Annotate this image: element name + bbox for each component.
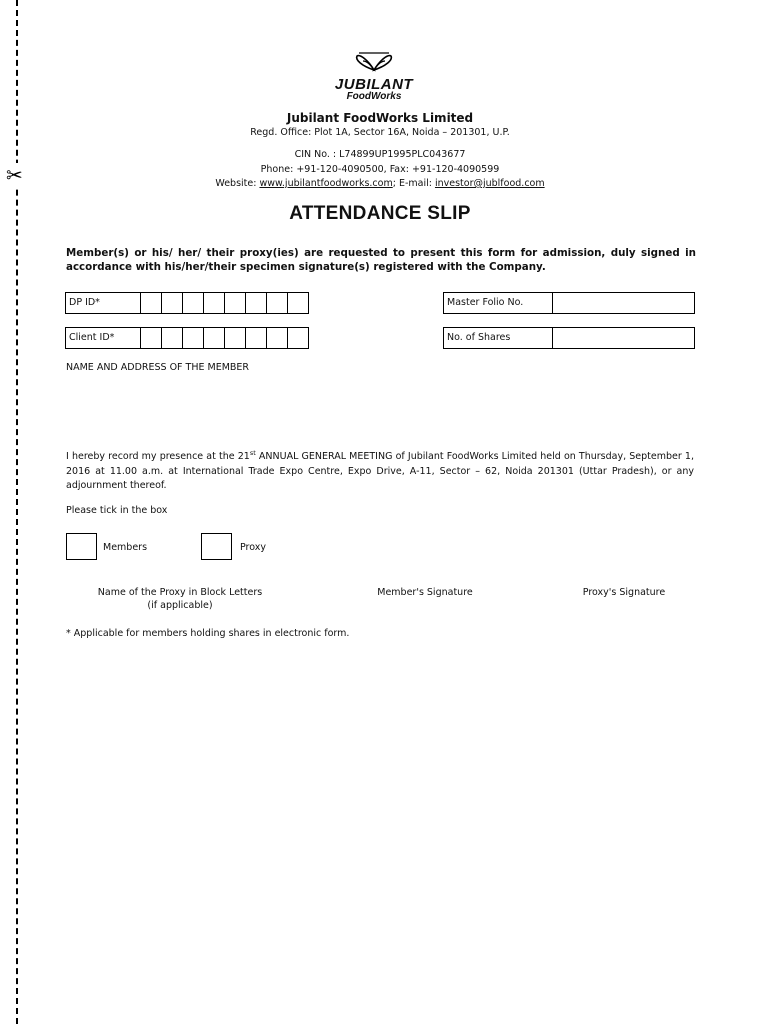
page-title: ATTENDANCE SLIP <box>289 203 471 224</box>
client-id-cell[interactable] <box>183 327 204 349</box>
no-of-shares-input[interactable] <box>553 327 695 349</box>
presence-superscript: st <box>249 449 256 457</box>
proxy-name-sublabel: (if applicable) <box>147 600 213 611</box>
scissors-icon: ✂ <box>6 163 23 187</box>
email-link[interactable]: investor@jublfood.com <box>434 178 545 189</box>
no-of-shares-label: No. of Shares <box>443 327 553 349</box>
website-link[interactable]: www.jubilantfoodworks.com <box>259 178 393 189</box>
member-signature-label: Member's Signature <box>377 587 473 598</box>
client-id-label: Client ID* <box>65 327 141 349</box>
dp-id-row <box>65 292 309 314</box>
proxy-name-signature-block <box>80 586 280 612</box>
dp-id-cell[interactable] <box>246 292 267 314</box>
website-email-line <box>0 178 760 189</box>
proxy-label: Proxy <box>240 542 267 553</box>
dp-id-cell[interactable] <box>183 292 204 314</box>
client-id-cell[interactable] <box>225 327 246 349</box>
client-id-row <box>65 327 309 349</box>
dp-id-cell[interactable] <box>204 292 225 314</box>
phone-fax: Phone: +91-120-4090500, Fax: +91-120-4090599 <box>260 164 500 175</box>
client-id-cell[interactable] <box>162 327 183 349</box>
company-logo <box>334 50 414 102</box>
client-id-cell[interactable] <box>246 327 267 349</box>
members-label: Members <box>103 542 148 553</box>
proxy-name-label: Name of the Proxy in Block Letters <box>97 587 263 598</box>
tick-prompt: Please tick in the box <box>66 505 168 516</box>
website-label: Website: <box>215 178 260 189</box>
no-of-shares-box <box>443 327 695 349</box>
proxy-checkbox[interactable] <box>201 533 232 560</box>
dp-id-cell[interactable] <box>288 292 309 314</box>
master-folio-input[interactable] <box>553 292 695 314</box>
name-address-label: NAME AND ADDRESS OF THE MEMBER <box>66 362 250 373</box>
master-folio-box <box>443 292 695 314</box>
master-folio-label: Master Folio No. <box>443 292 553 314</box>
members-checkbox[interactable] <box>66 533 97 560</box>
company-name: Jubilant FoodWorks Limited <box>286 111 474 125</box>
dp-id-cell[interactable] <box>267 292 288 314</box>
presence-statement <box>66 446 694 494</box>
logo-word-foodworks: FoodWorks <box>346 91 402 102</box>
client-id-cell[interactable] <box>141 327 162 349</box>
footnote: * Applicable for members holding shares in electronic form. <box>66 628 350 639</box>
proxy-signature-label: Proxy's Signature <box>582 587 666 598</box>
email-label: ; E-mail: <box>392 178 435 189</box>
intro-instructions: Member(s) or his/ her/ their proxy(ies) are requested to present this form for admission, duly signed in accordance with his/her/their specimen signature(s) registered with the Company. <box>66 247 696 273</box>
logo-word-jubilant: JUBILANT <box>334 76 414 93</box>
presence-part1: I hereby record my presence at the 21 <box>66 451 250 463</box>
client-id-cell[interactable] <box>267 327 288 349</box>
dp-id-label: DP ID* <box>65 292 141 314</box>
dp-id-cell[interactable] <box>162 292 183 314</box>
butterfly-logo-icon <box>354 50 394 74</box>
regd-office: Regd. Office: Plot 1A, Sector 16A, Noida – 201301, U.P. <box>250 127 510 138</box>
presence-part2: ANNUAL GENERAL MEETING of Jubilant FoodWorks Limited held on Thursday, September 1, 2016 at 11.00 a.m. at International Trade Expo Centre, Expo Drive, A-11, Sector – 62, Noida 201301 (Uttar Pradesh), or any adjournment thereof. <box>66 451 694 492</box>
client-id-cell[interactable] <box>288 327 309 349</box>
client-id-cell[interactable] <box>204 327 225 349</box>
cin-number: CIN No. : L74899UP1995PLC043677 <box>294 149 466 160</box>
dp-id-cell[interactable] <box>225 292 246 314</box>
dp-id-cell[interactable] <box>141 292 162 314</box>
